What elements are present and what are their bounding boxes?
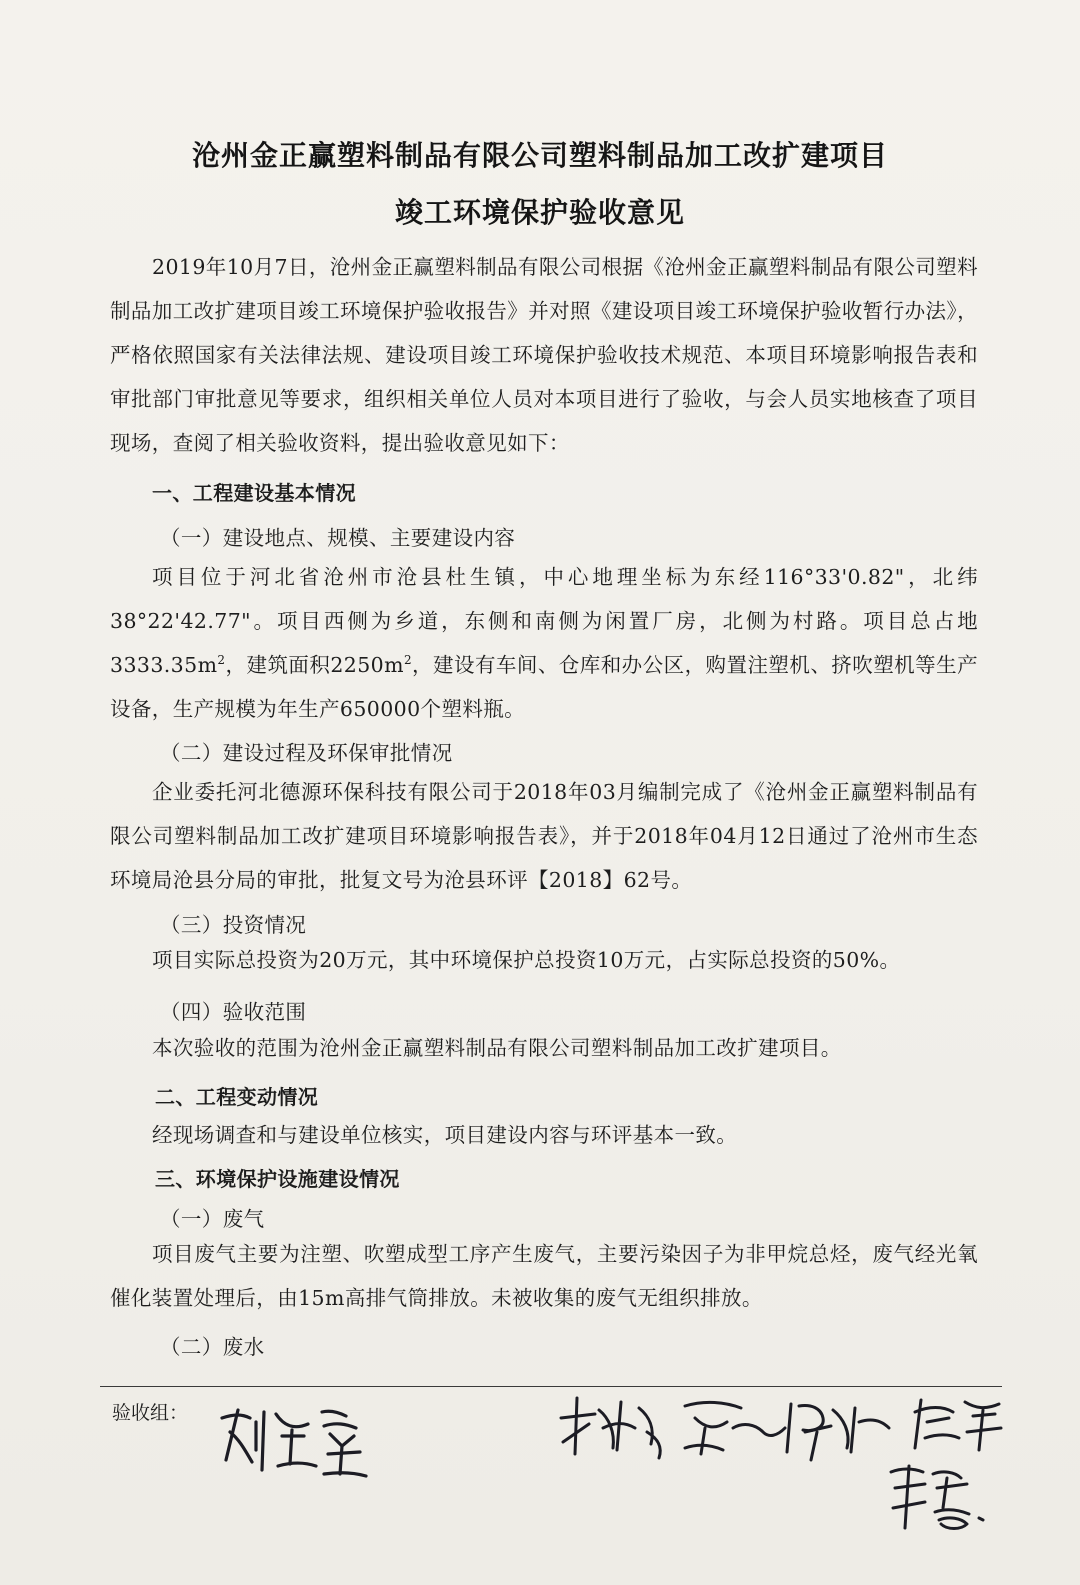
- section-1-sub-1-heading: （一）建设地点、规模、主要建设内容: [160, 526, 516, 550]
- section-1-sub-3-heading: （三）投资情况: [160, 913, 307, 937]
- section-1-heading: 一、工程建设基本情况: [152, 481, 356, 505]
- location-text-a: 项目位于河北省沧州市沧县杜生镇，中心地理坐标为东经116°33'0.82"，北纬38°22'42.77"。项目西侧为乡道，东侧和南侧为闲置厂房，北侧为村路。项目总占地3333.35m: [110, 565, 978, 677]
- handwritten-signature-3: [885, 1458, 995, 1536]
- area-unit-superscript-a: 2: [217, 653, 226, 668]
- section-1-sub-4-heading: （四）验收范围: [160, 1000, 307, 1024]
- section-2-text: 经现场调查和与建设单位核实，项目建设内容与环评基本一致。: [152, 1123, 738, 1147]
- handwritten-signature-1: [212, 1400, 372, 1482]
- document-title-line-1: 沧州金正赢塑料制品有限公司塑料制品加工改扩建项目: [191, 139, 888, 172]
- section-1-sub-2-text: 企业委托河北德源环保科技有限公司于2018年03月编制完成了《沧州金正赢塑料制品有限公司塑料制品加工改扩建项目环境影响报告表》，并于2018年04月12日通过了沧州市生态环境局沧县分局的审批，批复文号为沧县环评【2018】62号。: [110, 780, 978, 892]
- footer-divider: [100, 1386, 1002, 1387]
- section-3-sub-2-heading: （二）废水: [160, 1335, 265, 1359]
- section-1-sub-2-heading: （二）建设过程及环保审批情况: [160, 741, 453, 765]
- section-1-sub-4-text: 本次验收的范围为沧州金正赢塑料制品有限公司塑料制品加工改扩建项目。: [152, 1036, 842, 1060]
- location-text-c: ，建设有车间、仓库和办公区，购置注塑机、挤吹塑机等生产设备，生产规模为年生产650000个塑料瓶。: [110, 653, 978, 721]
- location-text-b: ，建筑面积2250m: [225, 653, 404, 677]
- area-unit-superscript-b: 2: [403, 653, 412, 668]
- section-1-sub-3-text: 项目实际总投资为20万元，其中环境保护总投资10万元，占实际总投资的50%。: [152, 948, 901, 972]
- section-3-sub-1-text: 项目废气主要为注塑、吹塑成型工序产生废气，主要污染因子为非甲烷总烃，废气经光氧催化装置处理后，由15m高排气筒排放。未被收集的废气无组织排放。: [110, 1242, 978, 1310]
- section-2-heading: 二、工程变动情况: [155, 1085, 319, 1109]
- document-title-line-2: 竣工环境保护验收意见: [394, 196, 685, 229]
- section-3-heading: 三、环境保护设施建设情况: [155, 1167, 400, 1191]
- handwritten-signatures-row: [555, 1388, 1015, 1468]
- acceptance-group-label: 验收组：: [112, 1402, 189, 1424]
- section-3-sub-1-heading: （一）废气: [160, 1207, 265, 1231]
- intro-paragraph: 2019年10月7日，沧州金正赢塑料制品有限公司根据《沧州金正赢塑料制品有限公司塑料制品加工改扩建项目竣工环境保护验收报告》并对照《建设项目竣工环境保护验收暂行办法》，严格依照国家有关法律法规、建设项目竣工环境保护验收技术规范、本项目环境影响报告表和审批部门审批意见等要求，组织相关单位人员对本项目进行了验收，与会人员实地核查了项目现场，查阅了相关验收资料，提出验收意见如下：: [110, 255, 978, 455]
- section-1-sub-1-text: [110, 555, 978, 731]
